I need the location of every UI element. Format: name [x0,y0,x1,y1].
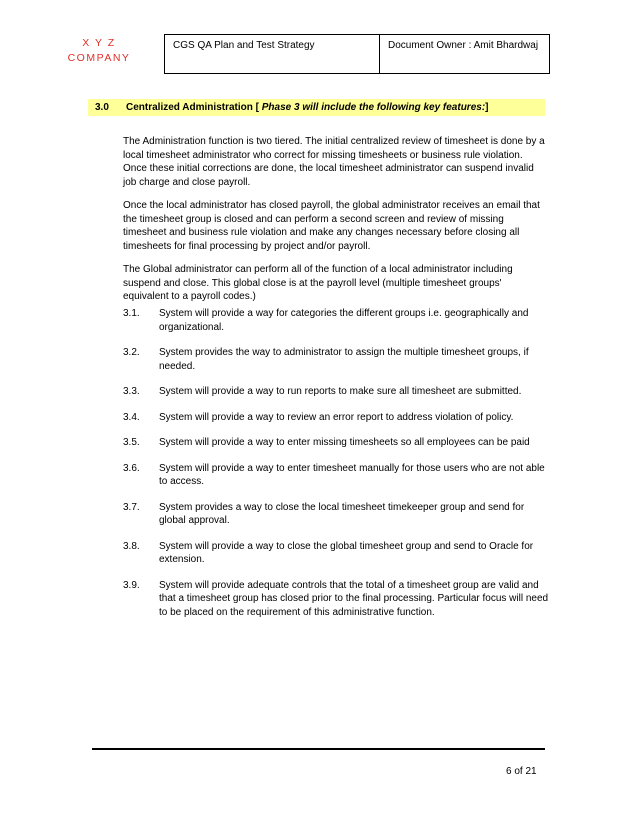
document-title: CGS QA Plan and Test Strategy [165,35,380,74]
paragraph: Once the local administrator has closed payroll, the global administrator receives an email that the timesheet group is closed and can perform a second screen and review of missing timesheet and business rule violation and make any changes necessary before closing all timesheets for final processing by project and/or payroll. [123,200,540,252]
item-text: System will provide a way to enter timesheet manually for those users who are not able to access. [159,462,545,487]
item-text: System will provide a way to close the global timesheet group and send to Oracle for extension. [159,540,534,565]
feature-list [123,307,553,631]
item-text: System provides a way to close the local timesheet timekeeper group and send for global approval. [159,501,525,526]
logo-line1: X Y Z [82,37,116,49]
item-text: System provides the way to administrator to assign the multiple timesheet groups, if needed. [159,347,529,372]
list-item [123,540,553,567]
section-number: 3.0 [95,102,109,113]
section-title-suffix: ] [485,102,489,113]
section-title [126,99,489,116]
item-text: System will provide a way for categories the different groups i.e. geographically and organizational. [159,308,529,333]
section-title-prefix: Centralized Administration [ [126,102,262,113]
document-owner: Document Owner : Amit Bhardwaj [380,35,550,74]
list-item [123,411,553,425]
item-number: 3.9. [123,579,140,591]
item-number: 3.4. [123,411,140,423]
list-item [123,462,553,489]
section-title-italic: Phase 3 will include the following key features: [261,102,486,113]
header-table [164,34,550,74]
item-text: System will provide a way to run reports to make sure all timesheet are submitted. [159,386,522,397]
body-paragraphs [123,135,547,314]
item-number: 3.1. [123,308,140,319]
item-text: System will provide a way to enter missing timesheets so all employees can be paid [159,437,530,448]
footer-divider [92,748,545,750]
list-item [123,579,553,620]
list-item [123,346,553,373]
item-number: 3.8. [123,540,140,552]
item-number: 3.7. [123,501,140,513]
item-number: 3.6. [123,462,140,474]
paragraph: The Global administrator can perform all of the function of a local administrator including suspend and close. This global close is at the payroll level (multiple timesheet groups' equivalent to a payroll codes.) [123,264,513,302]
item-text: System will provide a way to review an error report to address violation of policy. [159,411,514,423]
list-item [123,436,553,450]
item-number: 3.3. [123,386,140,397]
item-number: 3.5. [123,437,140,448]
section-heading [88,99,545,116]
page-number: 6 of 21 [506,766,537,777]
paragraph: The Administration function is two tiered. The initial centralized review of timesheet is done by a local timesheet administrator who correct for missing timesheets or business rule violation. Once these initial corrections are done, the local timesheet administrator can suspend invalid job charge and close payroll. [123,136,545,188]
list-item [123,501,553,528]
company-logo [64,36,134,66]
list-item [123,307,553,334]
item-number: 3.2. [123,347,140,358]
logo-line2: COMPANY [67,52,131,64]
list-item [123,385,553,399]
item-text: System will provide adequate controls that the total of a timesheet group are valid and that a timesheet group has closed prior to the final processing. Particular focus will need to be placed on the requirement of this administrative function. [159,579,549,618]
